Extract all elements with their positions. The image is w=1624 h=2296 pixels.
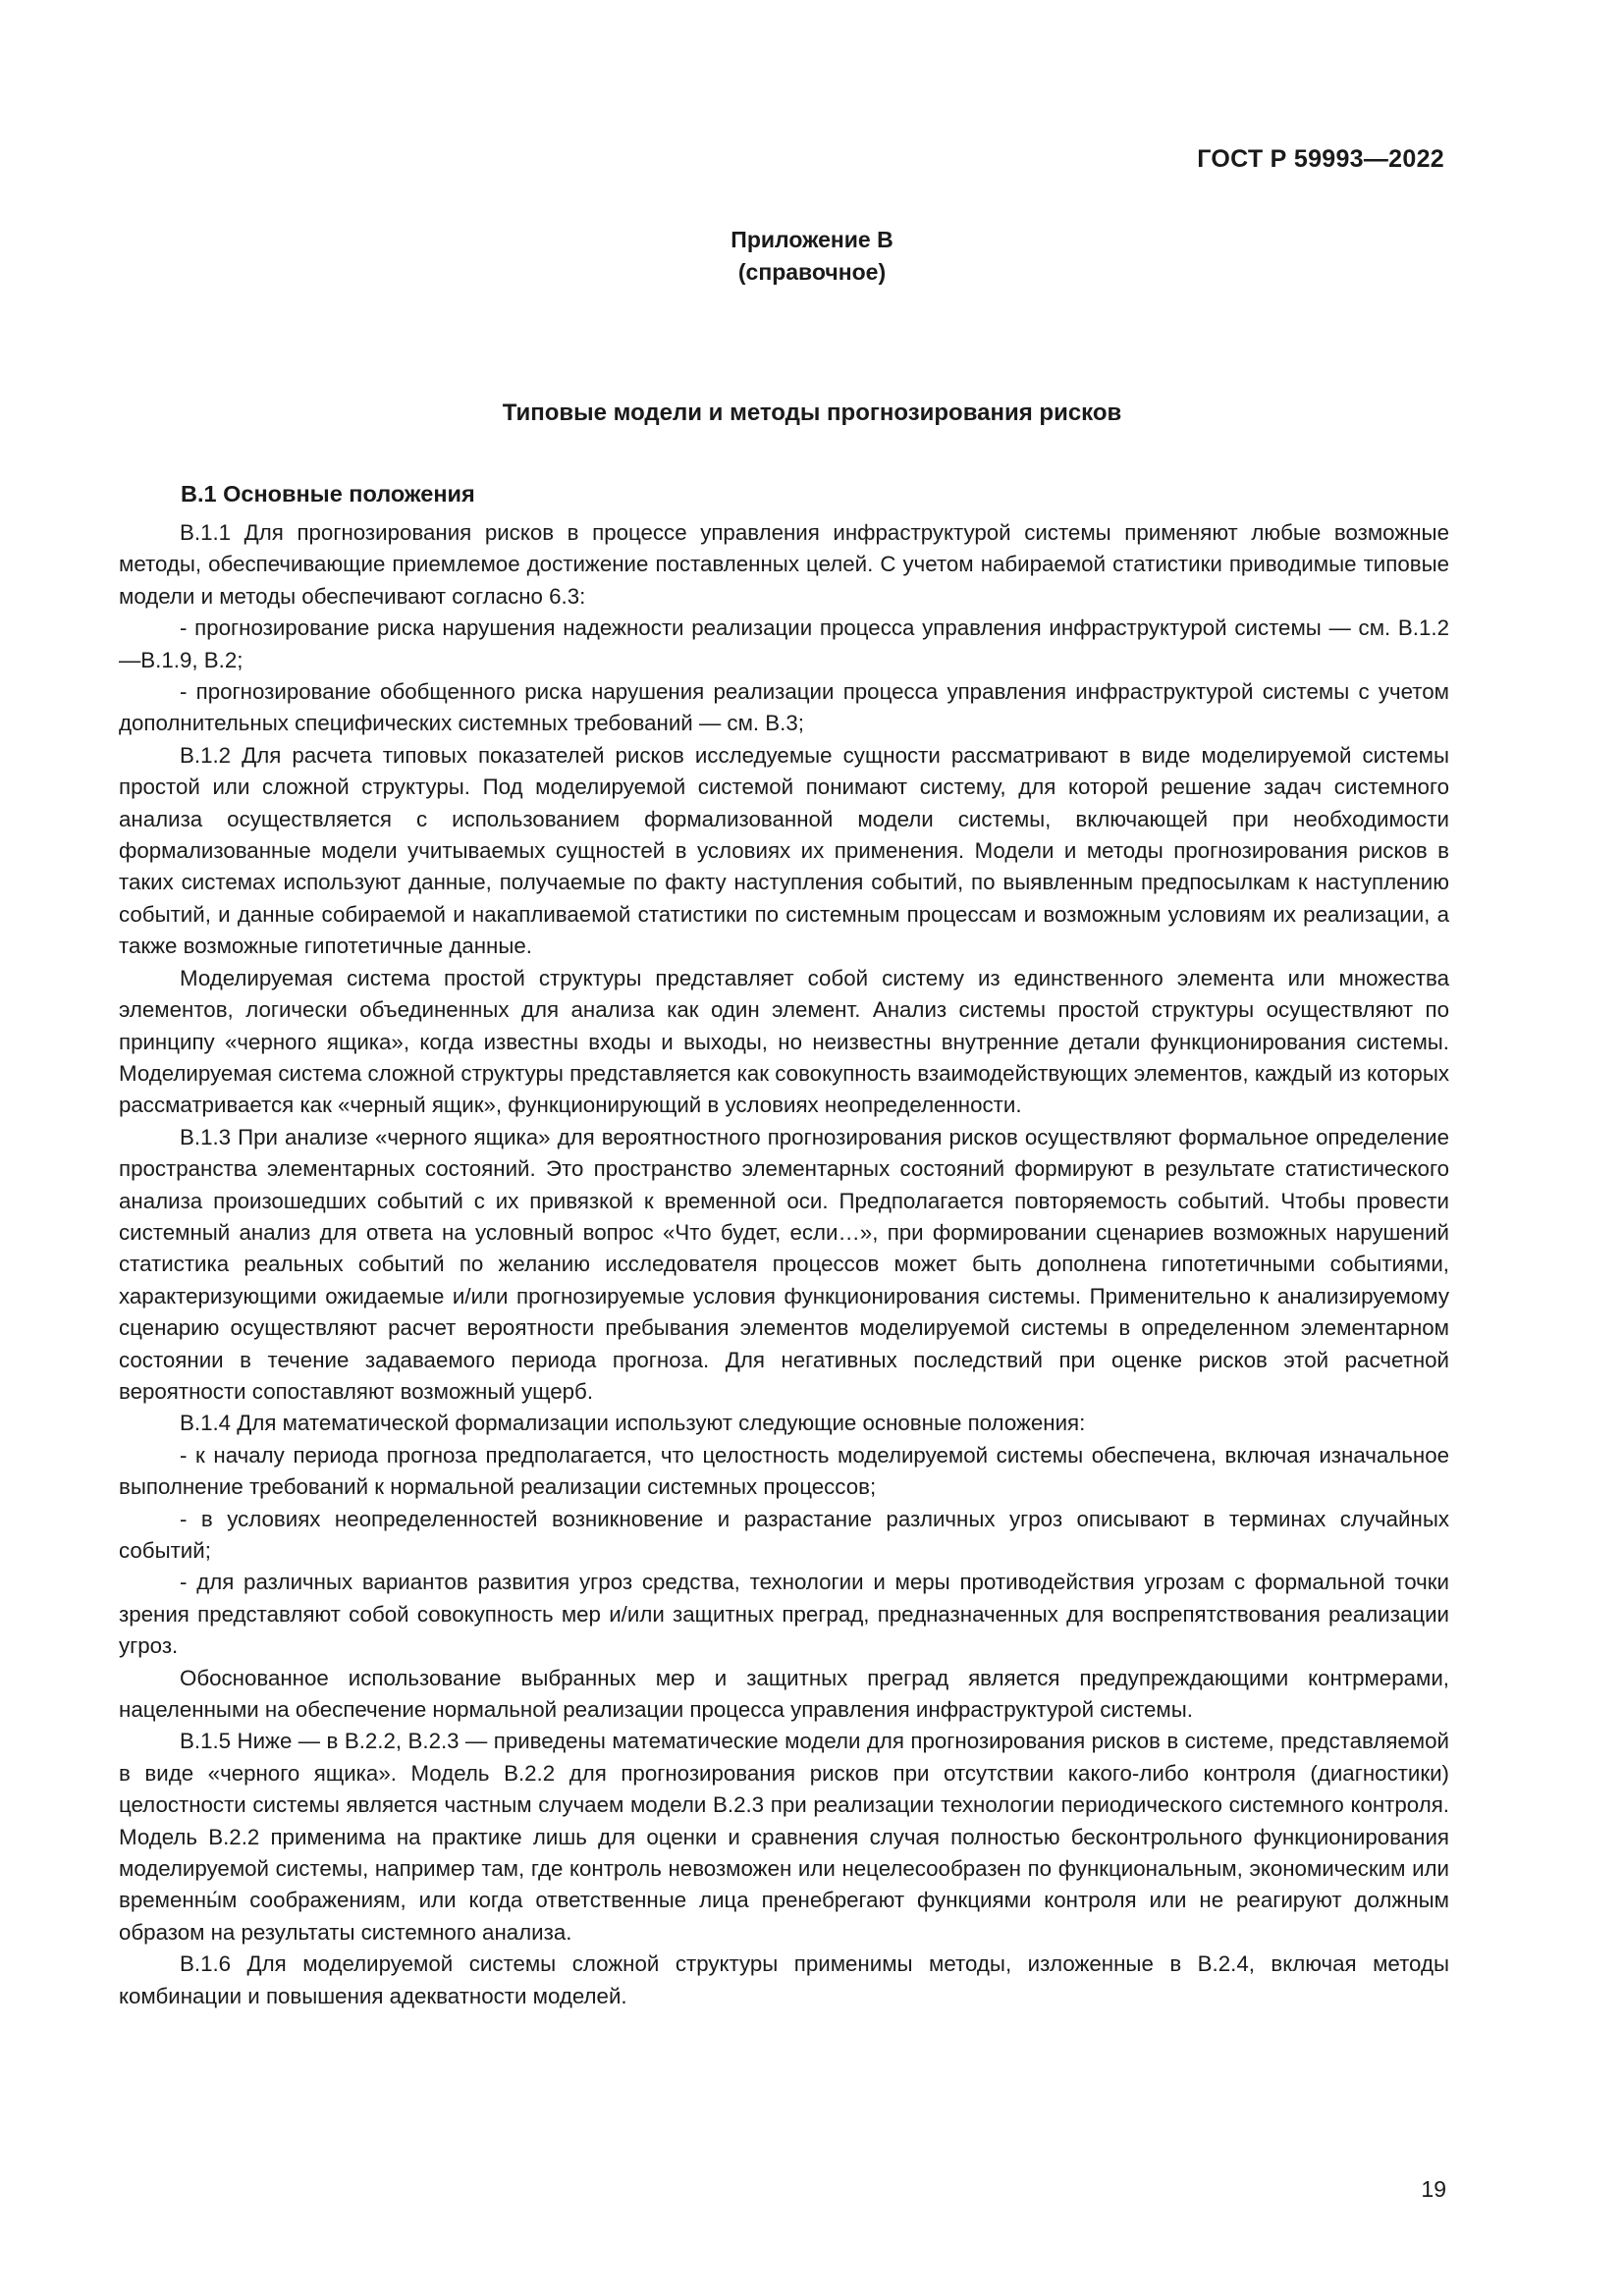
paragraph-b-1-1: В.1.1 Для прогнозирования рисков в процессе управления инфраструктурой системы применяют любые возможные методы, обеспечивающие приемлемое достижение поставленных целей. С учетом набираемой статистики приводимые типовые модели и методы обеспечивают согласно 6.3:	[119, 520, 1449, 609]
document-title: Типовые модели и методы прогнозирования рисков	[502, 400, 1122, 426]
list-item-generalized-risk: - прогнозирование обобщенного риска нарушения реализации процесса управления инфраструктурой системы с учетом дополнительных специфических системных требований — см. В.3;	[119, 679, 1449, 736]
paragraph-b-1-5: В.1.5 Ниже — в В.2.2, В.2.3 — приведены математические модели для прогнозирования рисков в системе, представляемой в виде «черного ящика». Модель В.2.2 для прогнозирования рисков при отсутствии какого-либо контроля (диагностики) целостности системы является частным случаем модели В.2.3 при реализации технологии периодического системного контроля. Модель В.2.2 применима на практике лишь для оценки и сравнения случая полностью бесконтрольного функционирования моделируемой системы, например там, где контроль невозможен или нецелесообразен по функциональным, экономическим или временны́м соображениям, или когда ответственные лица пренебрегают функциями контроля или не реагируют должным образом на результаты системного анализа.	[119, 1729, 1449, 1945]
paragraph-b-1-4: В.1.4 Для математической формализации используют следующие основные положения:	[180, 1411, 1086, 1436]
paragraph-b-1-6: В.1.6 Для моделируемой системы сложной структуры применимы методы, изложенные в В.2.4, включая методы комбинации и повышения адекватности моделей.	[119, 1951, 1449, 2008]
paragraph-justified-measures: Обоснованное использование выбранных мер и защитных преград является предупреждающими контрмерами, нацеленными на обеспечение нормальной реализации процесса управления инфраструктурой системы.	[119, 1665, 1449, 1723]
section-body	[119, 517, 1449, 2012]
list-item-random-events: - в условиях неопределенностей возникновение и разрастание различных угроз описывают в терминах случайных событий;	[119, 1506, 1449, 1563]
paragraph-b-1-2: В.1.2 Для расчета типовых показателей рисков исследуемые сущности рассматривают в виде моделируемой системы простой или сложной структуры. Под моделируемой системой понимают систему, для которой решение задач системного анализа осуществляется с использованием формализованной модели системы, включающей при необходимости формализованные модели учитываемых сущностей в условиях их применения. Модели и методы прогнозирования рисков в таких системах используют данные, получаемые по факту наступления событий, по выявленным предпосылкам к наступлению событий, и данные собираемой и накапливаемой статистики по системным процессам и возможным условиям их реализации, а также возможные гипотетичные данные.	[119, 742, 1449, 959]
appendix-title: Приложение В	[731, 227, 893, 252]
page-number: 19	[1421, 2176, 1446, 2202]
appendix-subtitle: (справочное)	[737, 259, 887, 285]
paragraph-simple-structure: Моделируемая система простой структуры представляет собой систему из единственного элемента или множества элементов, логически объединенных для анализа как один элемент. Анализ системы простой структуры осуществляют по принципу «черного ящика», когда известны входы и выходы, но неизвестны внутренние детали функционирования системы. Моделируемая система сложной структуры представляется как совокупность взаимодействующих элементов, каждый из которых рассматривается как «черный ящик», функционирующий в условиях неопределенности.	[119, 965, 1449, 1118]
list-item-countermeasures: - для различных вариантов развития угроз средства, технологии и меры противодействия угрозам с формальной точки зрения представляют собой совокупность мер и/или защитных преград, предназначенных для воспрепятствования реализации угроз.	[119, 1570, 1449, 1659]
list-item-reliability-risk: - прогнозирование риска нарушения надежности реализации процесса управления инфраструктурой системы — см. В.1.2—В.1.9, В.2;	[119, 615, 1449, 672]
appendix-heading	[0, 224, 1624, 289]
list-item-integrity: - к началу периода прогноза предполагается, что целостность моделируемой системы обеспечена, включая изначальное выполнение требований к нормальной реализации системных процессов;	[119, 1442, 1449, 1500]
section-heading: В.1 Основные положения	[181, 481, 475, 507]
paragraph-b-1-3: В.1.3 При анализе «черного ящика» для вероятностного прогнозирования рисков осуществляют формальное определение пространства элементарных состояний. Это пространство элементарных состояний формируют в результате статистического анализа произошедших событий с их привязкой к временной оси. Предполагается повторяемость событий. Чтобы провести системный анализ для ответа на условный вопрос «Что будет, если…», при формировании сценариев возможных нарушений статистика реальных событий по желанию исследователя процессов может быть дополнена гипотетичными событиями, характеризующими ожидаемые и/или прогнозируемые условия функционирования системы. Применительно к анализируемому сценарию осуществляют расчет вероятности пребывания элементов моделируемой системы в определенном элементарном состоянии в течение задаваемого периода прогноза. Для негативных последствий при оценке рисков этой расчетной вероятности сопоставляют возможный ущерб.	[119, 1124, 1449, 1404]
document-code: ГОСТ Р 59993—2022	[1197, 145, 1444, 173]
